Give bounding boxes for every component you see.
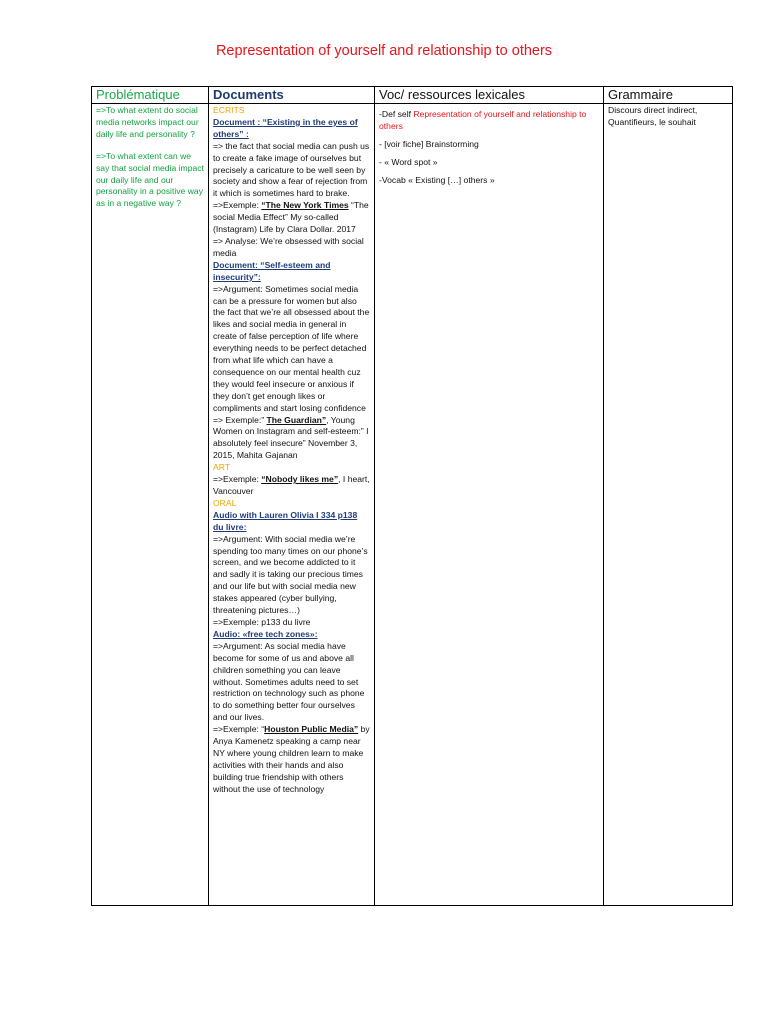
doc2-ex-prefix: => Exemple:”	[213, 414, 267, 425]
question-2: =>To what extent can we say that social media impact our daily life and our personality in a positive way as in a negative way ?	[96, 150, 204, 209]
voc-def	[379, 109, 599, 133]
voc-brainstorm: - [voir fiche] Brainstorming	[379, 138, 479, 149]
lesson-table	[91, 86, 733, 906]
section-oral: ORAL	[213, 497, 237, 508]
audio1-example: =>Exemple: p133 du livre	[213, 616, 311, 627]
art-example	[213, 474, 370, 498]
voc-def-prefix: -Def self	[379, 109, 414, 119]
header-grammaire: Grammaire	[604, 87, 733, 104]
header-documents: Documents	[209, 87, 375, 104]
art-ex-rest: , I heart, Vancouver	[213, 474, 370, 496]
doc2-ex-rest: , Young Women on Instagram and self-esteem:” I absolutely feel insecure” November 3, 2015, Mahita Gajanan	[213, 414, 369, 461]
audio2-title: Audio: «free tech zones»:	[213, 628, 318, 639]
voc-cell	[375, 104, 604, 906]
audio2-ex-source: Houston Public Media”	[264, 724, 359, 735]
header-row	[92, 87, 733, 104]
problematique-cell	[92, 104, 209, 906]
doc1-heading	[213, 117, 370, 141]
doc2-text: =>Argument: Sometimes social media can be a pressure for women but also the fact that we’re all obsessed about the likes and social media in general in create of false perception of life where everything needs to be perfect detached from what life which can have a consequence on our mental health cuz they would feel insecure or anxious if they don’t get enough likes or compliments and start losing confidence	[213, 283, 370, 413]
audio2-example	[213, 724, 370, 795]
doc1-prefix: Document :	[213, 116, 263, 127]
doc2-title: Document: “Self-esteem and insecurity”:	[213, 259, 331, 282]
doc1-ex-prefix: =>Exemple:	[213, 200, 262, 211]
doc1-ex-rest: “The social Media Effect” My so-called (Instagram) Life by Clara Dollar. 2017	[213, 200, 369, 235]
section-ecrits: ECRITS	[213, 105, 245, 115]
art-ex-prefix: =>Exemple:	[213, 474, 262, 485]
voc-vocab: -Vocab « Existing […] others »	[379, 174, 495, 185]
voc-word-spot: - « Word spot »	[379, 156, 438, 167]
audio2-text: =>Argument: As social media have become for some of us and above all children something you can leave without. Sometimes adults need to set restriction on technology such as phone to do something better four ourselves and our lives.	[213, 640, 365, 723]
grammaire-text: Discours direct indirect, Quantifieurs, le souhait	[608, 105, 698, 127]
audio1-title: Audio with Lauren Olivia I 334 p138 du livre:	[213, 509, 358, 532]
audio2-ex-prefix: =>Exemple: “	[213, 724, 265, 735]
doc1-title: “Existing in the eyes of others” :	[213, 116, 358, 139]
audio1-text: =>Argument: With social media we’re spending too many times on our phone’s screen, and we become addicted to it and sadly it is taking our precious times and our life but with social media new stakes appeared (cyber bullying, threatening pictures…)	[213, 533, 368, 616]
header-voc: Voc/ ressources lexicales	[375, 87, 604, 104]
doc1-ex-source: “The New York Times	[261, 200, 349, 211]
art-ex-source: “Nobody likes me”	[261, 474, 339, 485]
section-art: ART	[213, 462, 231, 473]
content-row	[92, 104, 733, 906]
page-title: Representation of yourself and relationship to others	[215, 43, 553, 59]
grammaire-cell	[604, 104, 733, 906]
voc-def-red: Representation of yourself and relationship to others	[379, 109, 587, 131]
header-problematique: Problématique	[92, 87, 209, 104]
doc1-example	[213, 200, 370, 236]
documents-cell	[209, 104, 375, 906]
doc1-analyse: => Analyse: We’re obsessed with social media	[213, 235, 364, 258]
question-1: =>To what extent do social media networks impact our daily life and personality ?	[96, 105, 199, 139]
doc1-text: => the fact that social media can push us to create a fake image of ourselves but precisely a caricature to be well seen by society and show a fear of rejection from it which is sometimes hard to brake.	[213, 140, 370, 199]
doc2-ex-source: The Guardian”	[266, 414, 327, 425]
doc2-example	[213, 415, 370, 463]
audio2-ex-rest: by Anya Kamenetz speaking a camp near NY where young children learn to make activities with their hands and also building true friendship with others without the use of technology	[213, 724, 370, 794]
